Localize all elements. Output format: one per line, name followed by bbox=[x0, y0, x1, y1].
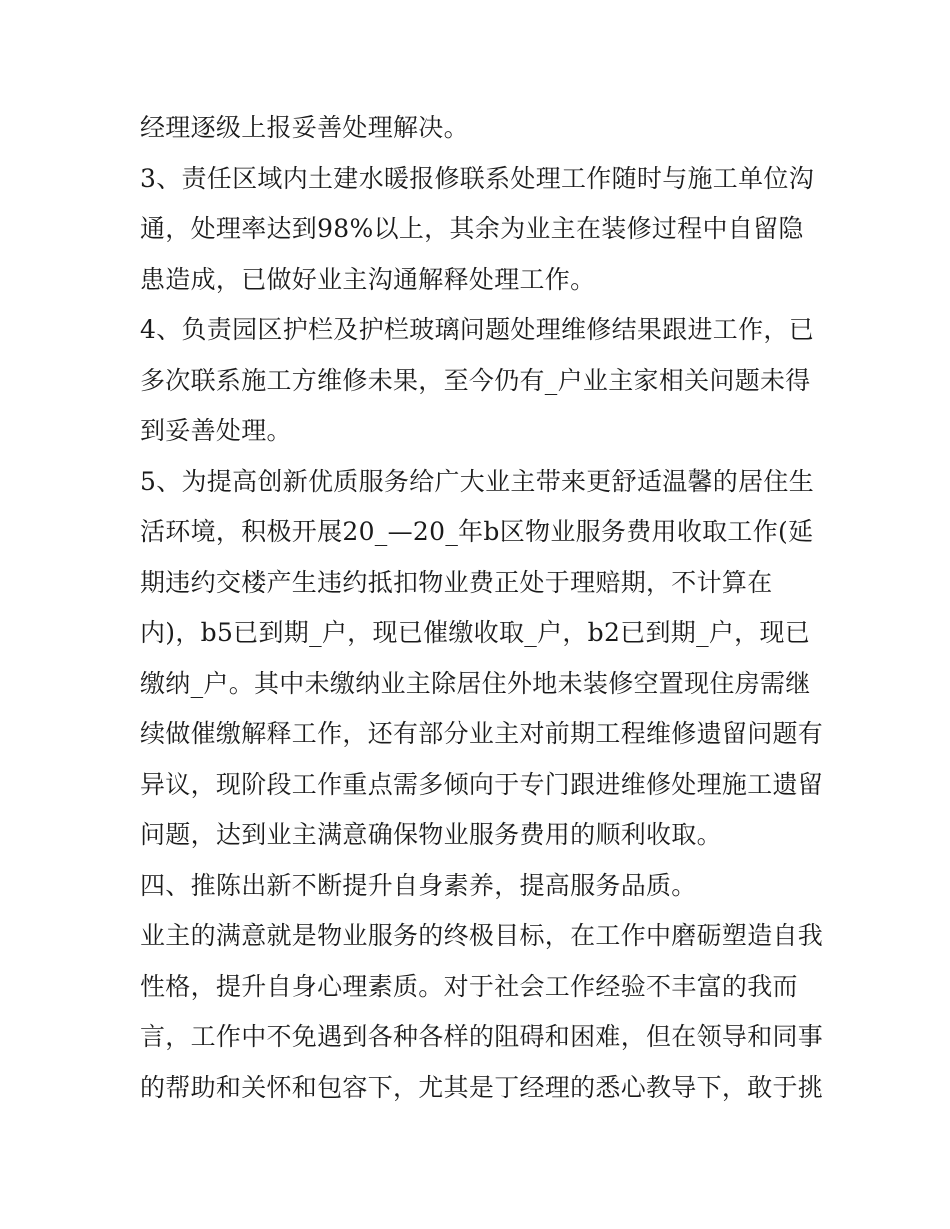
text-line: 患造成，已做好业主沟通解释处理工作。 bbox=[140, 264, 596, 294]
text-line: 通，处理率达到98%以上，其余为业主在装修过程中自留隐 bbox=[140, 214, 804, 243]
text-line: 言，工作中不免遇到各种各样的阻碍和困难，但在领导和同事 bbox=[140, 1022, 824, 1051]
text-line: 多次联系施工方维修未果，至今仍有_户业主家相关问题未得 bbox=[140, 365, 811, 395]
text-line: 4、负责园区护栏及护栏玻璃问题处理维修结果跟进工作，已 bbox=[140, 315, 815, 344]
text-line: 四、推陈出新不断提升自身素养，提高服务品质。 bbox=[140, 870, 697, 900]
text-line: 缴纳_户。其中未缴纳业主除居住外地未装修空置现住房需继 bbox=[140, 668, 811, 698]
text-line: 经理逐级上报妥善处理解决。 bbox=[140, 113, 469, 142]
text-line: 问题，达到业主满意确保物业服务费用的顺利收取。 bbox=[140, 820, 722, 849]
text-line: 内)，b5已到期_户，现已催缴收取_户，b2已到期_户，现已 bbox=[140, 618, 811, 647]
text-line: 活环境，积极开展20_—20_年b区物业服务费用收取工作(延 bbox=[140, 517, 814, 546]
text-line: 性格，提升自身心理素质。对于社会工作经验不丰富的我而 bbox=[140, 971, 798, 1001]
text-line: 的帮助和关怀和包容下，尤其是丁经理的悉心教导下，敢于挑 bbox=[140, 1072, 824, 1102]
text-line: 续做催缴解释工作，还有部分业主对前期工程维修遗留问题有 bbox=[140, 719, 824, 748]
text-line: 5、为提高创新优质服务给广大业主带来更舒适温馨的居住生 bbox=[140, 466, 815, 496]
text-line: 3、责任区域内土建水暖报修联系处理工作随时与施工单位沟 bbox=[140, 163, 815, 193]
text-line: 到妥善处理。 bbox=[140, 416, 292, 445]
text-line: 业主的满意就是物业服务的终极目标，在工作中磨砺塑造自我 bbox=[140, 921, 824, 950]
text-line: 期违约交楼产生违约抵扣物业费正处于理赔期，不计算在 bbox=[140, 567, 773, 597]
text-line: 异议，现阶段工作重点需多倾向于专门跟进维修处理施工遗留 bbox=[140, 769, 824, 799]
